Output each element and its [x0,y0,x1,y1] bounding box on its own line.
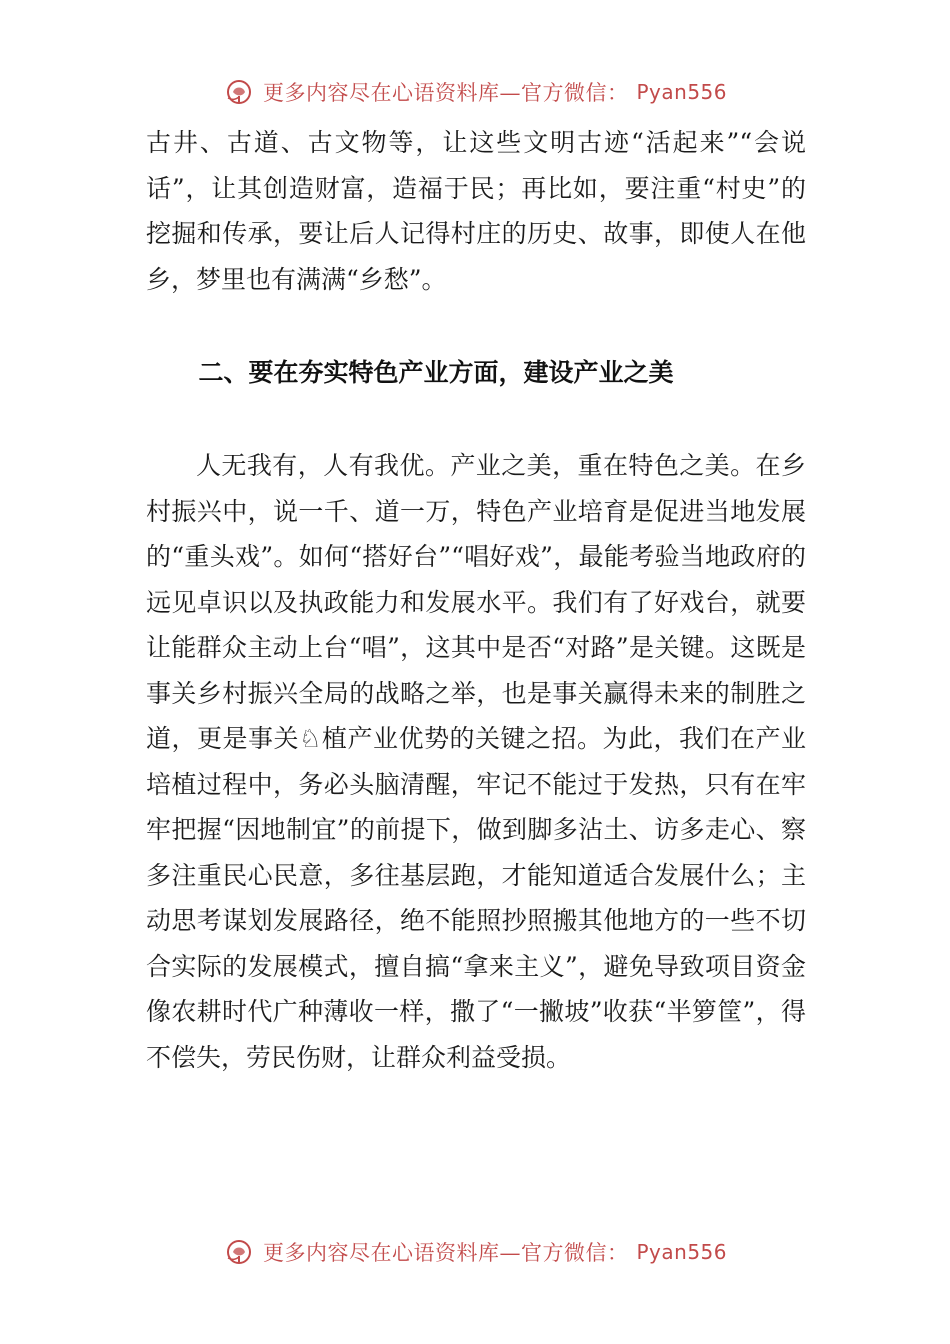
section-heading-2: 二、要在夯实特色产业方面，建设产业之美 [198,358,674,387]
rose-logo-icon [223,1236,255,1268]
watermark-header [0,70,950,114]
paragraph-2: 人无我有，人有我优。产业之美，重在特色之美。在乡村振兴中，说一千、道一万，特色产业培育是促进当地发展的“重头戏”。如何“搭好台”“唱好戏”，最能考验当地政府的远见卓识以及执政能力和发展水平。我们有了好戏台，就要让能群众主动上台“唱”，这其中是否“对路”是关键。这既是事关乡村振兴全局的战略之举，也是事关赢得未来的制胜之道，更是事关♘植产业优势的关键之招。为此，我们在产业培植过程中，务必头脑清醒，牢记不能过于发热，只有在牢牢把握“因地制宜”的前提下，做到脚多沾土、访多走心、察多注重民心民意，多往基层跑，才能知道适合发展什么；主动思考谋划发展路径，绝不能照抄照搬其他地方的一些不切合实际的发展模式，擅自搞“拿来主义”，避免导致项目资金像农耕时代广种薄收一样，撒了“一撇坡”收获“半箩筐”，得不偿失，劳民伤财，让群众利益受损。 [146,451,806,1072]
watermark-wechat-id: Pyan556 [636,1240,727,1264]
watermark-text: 更多内容尽在心语资料库—官方微信： [262,81,629,105]
document-body [146,120,806,1080]
rose-logo-icon [223,76,255,108]
watermark-footer [0,1230,950,1274]
watermark-text: 更多内容尽在心语资料库—官方微信： [262,1241,629,1265]
paragraph-1: 古井、古道、古文物等，让这些文明古迹“活起来”“会说话”，让其创造财富，造福于民；再比如，要注重“村史”的挖掘和传承，要让后人记得村庄的历史、故事，即使人在他乡，梦里也有满满“乡愁”。 [146,128,806,294]
watermark-wechat-id: Pyan556 [636,80,727,104]
